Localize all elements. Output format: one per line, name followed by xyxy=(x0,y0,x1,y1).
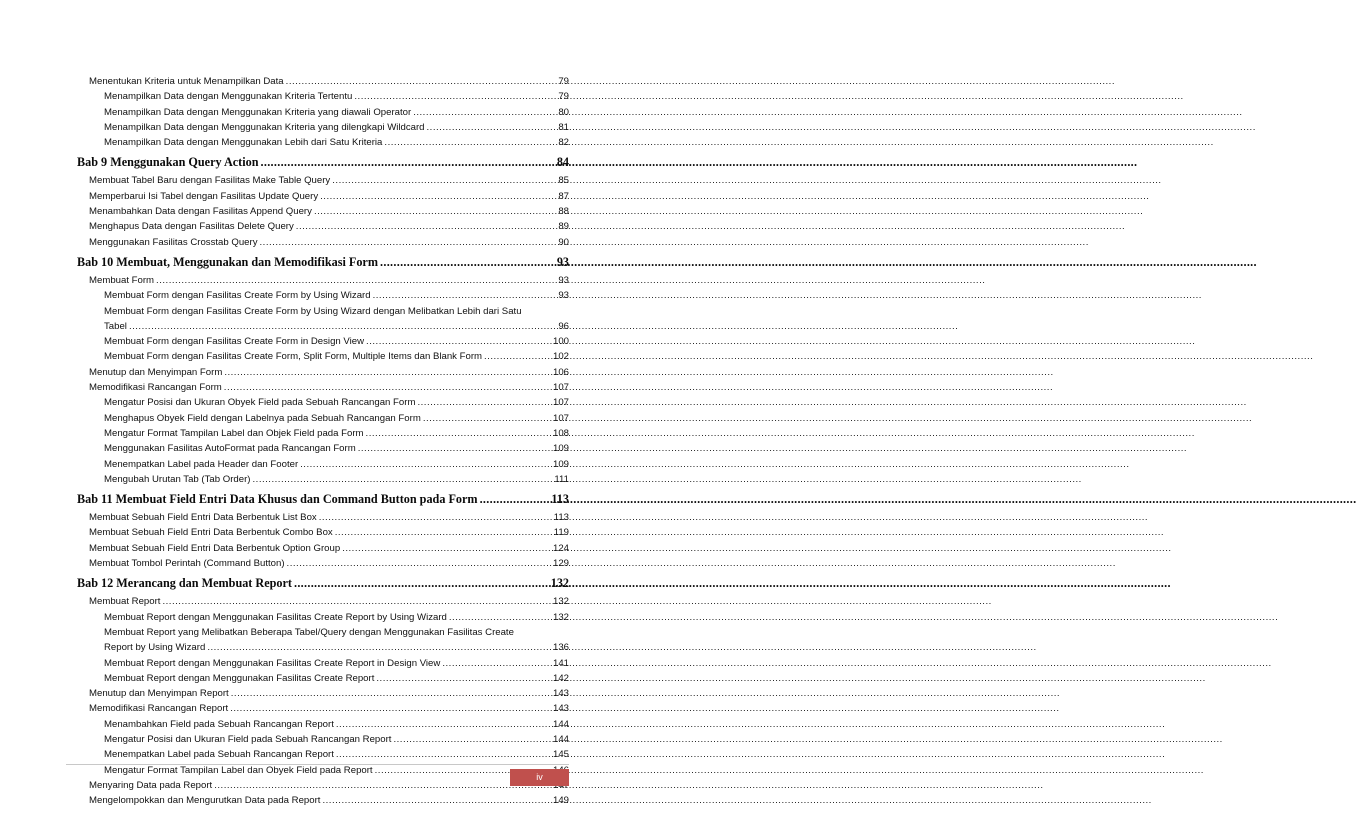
toc-entry-title: Bab 11 Membuat Field Entri Data Khusus dan Command Button pada Form xyxy=(77,492,478,507)
dot-leader xyxy=(417,395,551,410)
toc-chapter-heading[interactable] xyxy=(77,571,569,594)
toc-entry[interactable] xyxy=(77,189,569,204)
toc-entry-page: 132 xyxy=(552,611,569,623)
dot-leader xyxy=(358,441,551,456)
dot-leader xyxy=(231,686,551,701)
dot-leader xyxy=(480,491,550,507)
dot-leader xyxy=(484,349,551,364)
toc-entry-title: Menambahkan Data dengan Fasilitas Append Query xyxy=(89,206,312,218)
toc-entry-page: 136 xyxy=(552,642,569,654)
toc-entry-page: 87 xyxy=(558,190,569,202)
dot-leader xyxy=(129,319,556,334)
dot-leader xyxy=(380,254,555,270)
dot-leader xyxy=(162,594,551,609)
toc-entry-title: Menggunakan Fasilitas AutoFormat pada Rancangan Form xyxy=(104,443,356,455)
toc-entry-title: Membuat Sebuah Field Entri Data Berbentuk List Box xyxy=(89,512,317,524)
toc-entry-page: 81 xyxy=(558,121,569,133)
dot-leader xyxy=(376,671,551,686)
toc-entry-page: 84 xyxy=(556,155,569,170)
toc-entry[interactable] xyxy=(77,74,569,89)
toc-entry-page: 79 xyxy=(558,91,569,103)
table-of-contents xyxy=(77,74,569,808)
toc-entry-page: 109 xyxy=(552,443,569,455)
dot-leader xyxy=(320,189,556,204)
toc-entry[interactable] xyxy=(77,219,569,234)
toc-entry[interactable] xyxy=(77,204,569,219)
toc-entry-title: Menampilkan Data dengan Menggunakan Kriteria yang diawali Operator xyxy=(104,106,412,118)
toc-entry-page: 145 xyxy=(552,749,569,761)
dot-leader xyxy=(224,380,551,395)
toc-entry[interactable] xyxy=(77,472,569,487)
dot-leader xyxy=(449,610,551,625)
dot-leader xyxy=(207,640,551,655)
toc-entry-title: Membuat Form dengan Fasilitas Create Form by Using Wizard xyxy=(104,290,371,302)
dot-leader xyxy=(336,747,551,762)
toc-entry-title: Mengatur Format Tampilan Label dan Obyek Field pada Report xyxy=(104,764,373,776)
toc-entry-title: Menghapus Data dengan Fasilitas Delete Query xyxy=(89,221,294,233)
toc-entry-title: Bab 12 Merancang dan Membuat Report xyxy=(77,576,292,591)
toc-entry-page: 88 xyxy=(558,206,569,218)
toc-entry[interactable] xyxy=(77,671,569,686)
toc-entry-title: Membuat Form xyxy=(89,274,155,286)
toc-entry[interactable] xyxy=(77,173,569,188)
toc-entry-title: Bab 9 Menggunakan Query Action xyxy=(77,155,259,170)
toc-entry-title: Membuat Report dengan Menggunakan Fasilitas Create Report in Design View xyxy=(104,657,441,669)
toc-entry-title: Tabel xyxy=(104,320,127,332)
toc-entry[interactable] xyxy=(77,778,569,793)
toc-entry-title: Membuat Form dengan Fasilitas Create Form, Split Form, Multiple Items dan Blank Form xyxy=(104,351,483,363)
toc-entry-title: Menutup dan Menyimpan Report xyxy=(89,688,229,700)
toc-entry-title: Mengubah Urutan Tab (Tab Order) xyxy=(104,473,251,485)
toc-entry[interactable] xyxy=(77,441,569,456)
toc-entry[interactable] xyxy=(77,105,569,120)
dot-leader xyxy=(287,556,551,571)
toc-entry-page: 90 xyxy=(558,236,569,248)
dot-leader xyxy=(322,793,551,808)
toc-entry-title: Menyaring Data pada Report xyxy=(89,779,213,791)
toc-entry-title: Bab 10 Membuat, Menggunakan dan Memodifikasi Form xyxy=(77,254,378,269)
toc-entry-title: Mengatur Posisi dan Ukuran Field pada Sebuah Rancangan Report xyxy=(104,733,392,745)
toc-entry-page: 132 xyxy=(552,596,569,608)
dot-leader xyxy=(384,135,556,150)
dot-leader xyxy=(260,235,557,250)
toc-entry-page: 142 xyxy=(552,672,569,684)
toc-entry[interactable] xyxy=(77,288,569,303)
toc-entry-page: 149 xyxy=(552,795,569,807)
toc-entry-title: Menampilkan Data dengan Menggunakan Lebih dari Satu Kriteria xyxy=(104,137,383,149)
toc-entry-page: 143 xyxy=(552,688,569,700)
toc-entry-title: Membuat Sebuah Field Entri Data Berbentuk Option Group xyxy=(89,542,341,554)
toc-entry-title: Mengatur Posisi dan Ukuran Obyek Field pada Sebuah Rancangan Form xyxy=(104,397,416,409)
dot-leader xyxy=(261,154,555,170)
dot-leader xyxy=(342,541,551,556)
toc-entry-title-first-line[interactable]: Membuat Form dengan Fasilitas Create Form by Using Wizard dengan Melibatkan Lebih dari Satu xyxy=(104,305,522,317)
dot-leader xyxy=(214,778,551,793)
toc-entry[interactable] xyxy=(77,319,569,334)
toc-entry-title: Menempatkan Label pada Sebuah Rancangan Report xyxy=(104,749,334,761)
toc-entry[interactable] xyxy=(77,525,569,540)
toc-entry[interactable] xyxy=(77,556,569,571)
toc-entry[interactable] xyxy=(77,235,569,250)
toc-entry-page: 107 xyxy=(552,382,569,394)
toc-entry[interactable] xyxy=(77,541,569,556)
dot-leader xyxy=(294,575,549,591)
toc-entry-title: Menentukan Kriteria untuk Menampilkan Data xyxy=(89,76,284,87)
toc-entry[interactable] xyxy=(77,701,569,716)
toc-entry-page: 79 xyxy=(558,76,569,87)
toc-entry[interactable] xyxy=(77,135,569,150)
toc-entry-title: Memodifikasi Rancangan Report xyxy=(89,703,229,715)
toc-entry[interactable] xyxy=(77,457,569,472)
toc-entry-title: Menampilkan Data dengan Menggunakan Kriteria Tertentu xyxy=(104,91,353,103)
toc-entry-title: Menggunakan Fasilitas Crosstab Query xyxy=(89,236,258,248)
toc-entry-page: 96 xyxy=(558,320,569,332)
dot-leader xyxy=(224,365,551,380)
toc-entry-title: Mengatur Format Tampilan Label dan Objek Field pada Form xyxy=(104,427,364,439)
dot-leader xyxy=(373,288,557,303)
toc-entry-title: Report by Using Wizard xyxy=(104,642,206,654)
dot-leader xyxy=(230,701,551,716)
toc-entry-page: 89 xyxy=(558,221,569,233)
toc-entry[interactable] xyxy=(77,510,569,525)
dot-leader xyxy=(335,525,552,540)
toc-entry-page: 113 xyxy=(553,512,569,524)
toc-entry-title: Membuat Sebuah Field Entri Data Berbentuk Combo Box xyxy=(89,527,333,539)
toc-entry[interactable] xyxy=(77,640,569,655)
toc-entry-title: Memperbarui Isi Tabel dengan Fasilitas Update Query xyxy=(89,190,319,202)
toc-entry[interactable] xyxy=(77,395,569,410)
toc-entry-page: 93 xyxy=(558,290,569,302)
dot-leader xyxy=(319,510,552,525)
toc-entry-title-first-line[interactable]: Membuat Report yang Melibatkan Beberapa Tabel/Query dengan Menggunakan Fasilitas Create xyxy=(104,626,514,638)
toc-entry-page: 107 xyxy=(552,412,569,424)
toc-entry-title: Membuat Form dengan Fasilitas Create Form in Design View xyxy=(104,336,365,348)
dot-leader xyxy=(314,204,556,219)
toc-entry[interactable] xyxy=(77,365,569,380)
toc-entry[interactable] xyxy=(77,793,569,808)
toc-entry[interactable] xyxy=(77,334,569,349)
toc-entry-title: Membuat Report dengan Menggunakan Fasilitas Create Report by Using Wizard xyxy=(104,611,447,623)
toc-entry-title: Menambahkan Field pada Sebuah Rancangan Report xyxy=(104,718,334,730)
toc-chapter-heading[interactable] xyxy=(77,487,569,510)
toc-entry[interactable] xyxy=(77,732,569,747)
toc-entry[interactable] xyxy=(77,349,569,364)
toc-entry[interactable] xyxy=(77,120,569,135)
toc-entry[interactable] xyxy=(77,426,569,441)
toc-entry-page: 124 xyxy=(552,542,569,554)
toc-entry-title: Menampilkan Data dengan Menggunakan Kriteria yang dilengkapi Wildcard xyxy=(104,121,425,133)
toc-entry-page: 132 xyxy=(550,576,569,591)
toc-entry[interactable] xyxy=(77,89,569,104)
dot-leader xyxy=(423,411,551,426)
toc-entry-title: Memodifikasi Rancangan Form xyxy=(89,382,222,394)
dot-leader xyxy=(442,656,551,671)
toc-entry-page: 108 xyxy=(552,427,569,439)
toc-entry[interactable] xyxy=(77,717,569,732)
toc-entry[interactable] xyxy=(77,656,569,671)
toc-entry[interactable] xyxy=(77,686,569,701)
toc-chapter-heading[interactable] xyxy=(77,250,569,273)
dot-leader xyxy=(296,219,557,234)
toc-entry-page: 144 xyxy=(552,733,569,745)
footer-divider xyxy=(66,764,569,765)
toc-entry-title: Mengelompokkan dan Mengurutkan Data pada Report xyxy=(89,795,321,807)
toc-entry-page: 107 xyxy=(552,397,569,409)
toc-entry[interactable] xyxy=(77,747,569,762)
toc-entry[interactable] xyxy=(77,273,569,288)
dot-leader xyxy=(366,334,551,349)
dot-leader xyxy=(354,89,556,104)
toc-entry-page: 82 xyxy=(558,137,569,149)
toc-entry-page: 111 xyxy=(554,473,569,485)
page-number-badge: iv xyxy=(510,769,569,786)
toc-entry-page: 143 xyxy=(552,703,569,715)
toc-entry-title: Membuat Tombol Perintah (Command Button) xyxy=(89,558,285,570)
toc-entry[interactable] xyxy=(77,594,569,609)
toc-entry-page: 93 xyxy=(558,274,569,286)
dot-leader xyxy=(156,273,556,288)
dot-leader xyxy=(393,732,551,747)
toc-entry-title: Membuat Report xyxy=(89,596,161,608)
toc-entry-page: 102 xyxy=(552,351,569,363)
dot-leader xyxy=(427,120,557,135)
dot-leader xyxy=(300,457,551,472)
toc-entry-page: 80 xyxy=(558,106,569,118)
toc-entry[interactable] xyxy=(77,610,569,625)
toc-entry-page: 113 xyxy=(551,492,569,507)
toc-entry-page: 129 xyxy=(552,558,569,570)
dot-leader xyxy=(336,717,551,732)
dot-leader xyxy=(332,173,556,188)
toc-entry-page: 85 xyxy=(558,175,569,187)
toc-entry[interactable] xyxy=(77,411,569,426)
toc-entry-page: 119 xyxy=(553,527,569,539)
toc-entry-page: 144 xyxy=(552,718,569,730)
dot-leader xyxy=(252,472,552,487)
toc-entry-page: 100 xyxy=(552,336,569,348)
toc-entry-page: 106 xyxy=(552,366,569,378)
dot-leader xyxy=(286,74,557,89)
dot-leader xyxy=(366,426,551,441)
dot-leader xyxy=(413,105,556,120)
toc-entry-title: Membuat Report dengan Menggunakan Fasilitas Create Report xyxy=(104,672,375,684)
toc-entry-title: Menempatkan Label pada Header dan Footer xyxy=(104,458,299,470)
toc-entry-title: Membuat Tabel Baru dengan Fasilitas Make Table Query xyxy=(89,175,331,187)
toc-entry-title: Menutup dan Menyimpan Form xyxy=(89,366,223,378)
toc-chapter-heading[interactable] xyxy=(77,150,569,173)
toc-entry-page: 93 xyxy=(556,254,569,269)
toc-entry[interactable] xyxy=(77,380,569,395)
toc-entry-title: Menghapus Obyek Field dengan Labelnya pada Sebuah Rancangan Form xyxy=(104,412,421,424)
toc-entry-page: 141 xyxy=(552,657,569,669)
toc-entry-page: 109 xyxy=(552,458,569,470)
